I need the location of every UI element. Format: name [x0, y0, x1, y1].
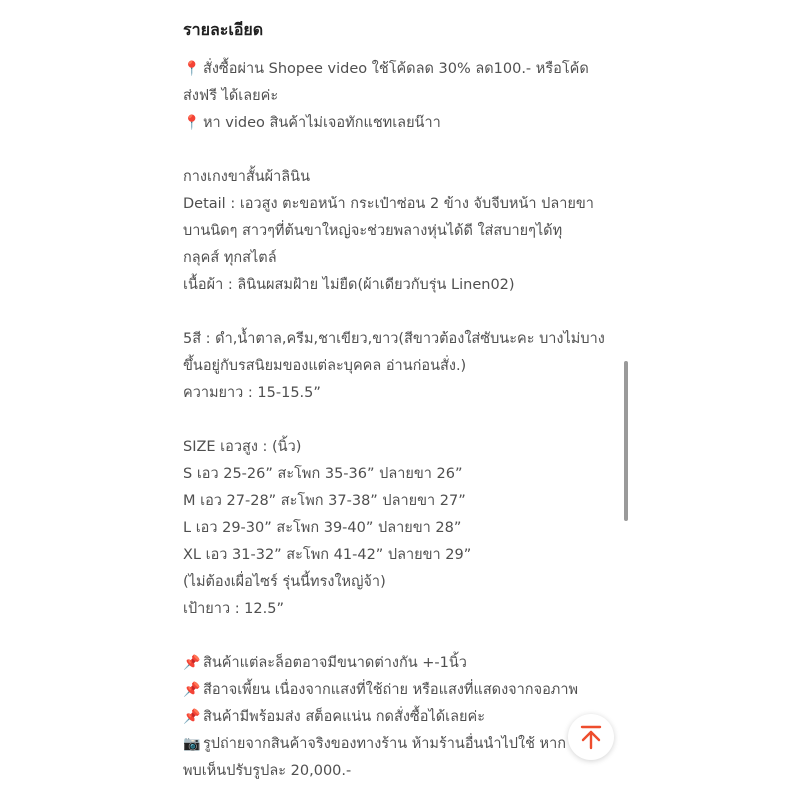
description-line — [183, 353, 623, 380]
description-line-text: XL เอว 31-32” สะโพก 41-42” ปลายขา 29” — [183, 547, 472, 563]
description-line — [183, 704, 623, 731]
description-line-text: สินค้าแต่ละล็อตอาจมีขนาดต่างกัน +-1นิ้ว — [203, 655, 467, 671]
description-line-text: หา video สินค้าไม่เจอทักแชทเลยน๊าา — [203, 115, 441, 131]
description-line-text: (ไม่ต้องเผื่อไซร์ รุ่นนี้ทรงใหญ่จ้า) — [183, 574, 386, 590]
description-line-text: เนื้อผ้า : ลินินผสมฝ้าย ไม่ยืด(ผ้าเดียวกับรุ่น Linen02) — [183, 277, 515, 293]
description-text — [183, 56, 623, 785]
description-line — [183, 218, 623, 245]
pin-icon: 📌 — [183, 709, 201, 725]
description-line-text: กลุคส์ ทุกสไตล์ — [183, 250, 277, 266]
description-line — [183, 326, 623, 353]
description-line-text: ความยาว : 15-15.5” — [183, 385, 321, 401]
blank-line — [183, 299, 623, 326]
section-title: รายละเอียด — [183, 20, 264, 39]
description-line — [183, 56, 623, 83]
description-line-text: รูปถ่ายจากสินค้าจริงของทางร้าน ห้ามร้านอื่นนำไปใช้ หาก — [203, 736, 567, 752]
description-line — [183, 110, 623, 137]
camera-icon: 📷 — [183, 736, 201, 752]
description-line-text: สีอาจเพี้ยน เนื่องจากแสงที่ใช้ถ่าย หรือแสงที่แสดงจากจอภาพ — [203, 682, 579, 698]
description-line — [183, 650, 623, 677]
description-line-text: M เอว 27-28” สะโพก 37-38” ปลายขา 27” — [183, 493, 466, 509]
description-line-text: พบเห็นปรับรูปละ 20,000.- — [183, 763, 352, 779]
description-line — [183, 164, 623, 191]
description-line-text: L เอว 29-30” สะโพก 39-40” ปลายขา 28” — [183, 520, 462, 536]
description-line — [183, 434, 623, 461]
description-line — [183, 758, 623, 785]
description-line — [183, 380, 623, 407]
description-line — [183, 191, 623, 218]
description-line-text: เป้ายาว : 12.5” — [183, 601, 284, 617]
description-line-text: S เอว 25-26” สะโพก 35-36” ปลายขา 26” — [183, 466, 463, 482]
description-line-text: ส่งฟรี ได้เลยค่ะ — [183, 88, 279, 104]
description-line — [183, 596, 623, 623]
description-line — [183, 245, 623, 272]
description-line — [183, 731, 623, 758]
description-line — [183, 83, 623, 110]
description-line-text: Detail : เอวสูง ตะขอหน้า กระเป๋าซ่อน 2 ข้าง จับจีบหน้า ปลายขา — [183, 196, 594, 212]
pin-icon: 📍 — [183, 61, 201, 77]
blank-line — [183, 137, 623, 164]
description-line — [183, 677, 623, 704]
arrow-up-to-line-icon — [579, 724, 603, 750]
description-line-text: บานนิดๆ สาวๆที่ต้นขาใหญ่จะช่วยพลางหุ่นได้ดี ใส่สบายๆได้ทุ — [183, 223, 563, 239]
scroll-to-top-button[interactable] — [568, 714, 614, 760]
description-line-text: สินค้ามีพร้อมส่ง สต็อคแน่น กดสั่งซื้อได้เลยค่ะ — [203, 709, 485, 725]
description-line-text: กางเกงขาสั้นผ้าลินิน — [183, 169, 310, 185]
description-line — [183, 488, 623, 515]
pin-icon: 📌 — [183, 682, 201, 698]
description-line — [183, 542, 623, 569]
description-line — [183, 569, 623, 596]
description-line — [183, 461, 623, 488]
pin-icon: 📌 — [183, 655, 201, 671]
blank-line — [183, 407, 623, 434]
description-line — [183, 272, 623, 299]
description-line-text: สั่งซื้อผ่าน Shopee video ใช้โค้ดลด 30% ลด100.- หรือโค้ด — [203, 61, 589, 77]
description-line — [183, 515, 623, 542]
scrollbar[interactable] — [624, 361, 628, 521]
description-line-text: 5สี : ดำ,น้ำตาล,ครีม,ชาเขียว,ขาว(สีขาวต้องใส่ซับนะคะ บางไม่บาง — [183, 331, 605, 347]
description-line-text: SIZE เอวสูง : (นิ้ว) — [183, 439, 302, 455]
blank-line — [183, 623, 623, 650]
description-line-text: ขึ้นอยู่กับรสนิยมของแต่ละบุคคล อ่านก่อนสั่ง.) — [183, 358, 467, 374]
pin-icon: 📍 — [183, 115, 201, 131]
